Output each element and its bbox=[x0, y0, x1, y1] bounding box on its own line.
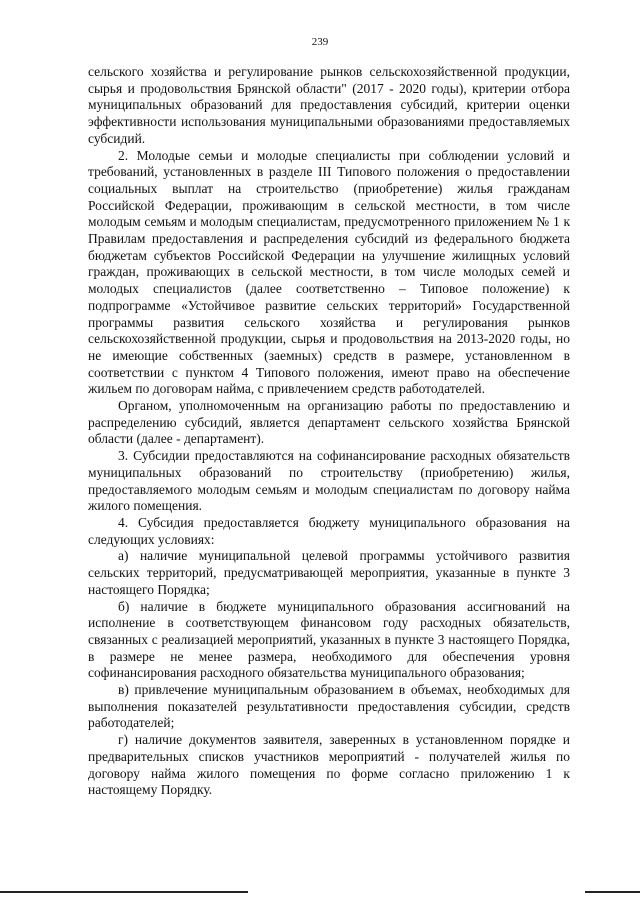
document-body bbox=[88, 64, 570, 799]
paragraph-item-4: 4. Субсидия предоставляется бюджету муниципального образования на следующих условиях: bbox=[88, 514, 570, 547]
paragraph-condition-g: г) наличие документов заявителя, заверенных в установленном порядке и предварительных списков участников мероприятий - получателей жилья по договору найма жилого помещения по форме согласно приложению 1 к настоящему Порядку. bbox=[88, 732, 570, 798]
paragraph-authorized-body: Органом, уполномоченным на организацию работы по предоставлению и распределению субсидий, является департамент сельского хозяйства Брянской области (далее - департамент). bbox=[88, 398, 570, 447]
page-number: 239 bbox=[311, 36, 329, 48]
paragraph-continuation: сельского хозяйства и регулирование рынков сельскохозяйственной продукции, сырья и продовольствия Брянской области" (2017 - 2020 годы), критерии отбора муниципальных образований для предоставления субсидий, критерии оценки эффективности использования муниципальными образованиями предоставляемых субсидий. bbox=[88, 64, 570, 146]
paragraph-item-3: 3. Субсидии предоставляются на софинансирование расходных обязательств муниципальных образований по строительству (приобретению) жилья, предоставляемого молодым семьям и молодым специалистам по договору найма жилого помещения. bbox=[88, 448, 570, 514]
scan-edge-line-left bbox=[0, 891, 248, 893]
paragraph-condition-v: в) привлечение муниципальным образованием в объемах, необходимых для выполнения показателей результативности предоставления субсидии, средств работодателей; bbox=[88, 682, 570, 731]
paragraph-condition-b: б) наличие в бюджете муниципального образования ассигнований на исполнение в соответствующем финансовом году расходных обязательств, связанных с реализацией мероприятий, указанных в пункте 3 настоящего Порядка, в размере не менее размера, необходимого для обеспечения уровня софинансирования расходного обязательства муниципального образования; bbox=[88, 598, 570, 681]
scan-edge-line-right bbox=[585, 891, 640, 893]
paragraph-item-2: 2. Молодые семьи и молодые специалисты при соблюдении условий и требований, установленных в разделе III Типового положения о предоставлении социальных выплат на строительство (приобретение) жилья гражданам Российской Федерации, проживающим в сельской местности, в том числе молодым семьям и молодым специалистам, предусмотренного приложением № 1 к Правилам предоставления и распределения субсидий из федерального бюджета бюджетам субъектов Российской Федерации на улучшение жилищных условий граждан, проживающих в сельской местности, в том числе молодых семей и молодых специалистов (далее соответственно – Типовое положение) к подпрограмме «Устойчивое развитие сельских территорий» Государственной программы развития сельского хозяйства и регулирования рынков сельскохозяйственной продукции, сырья и продовольствия на 2013-2020 годы, но не имеющие собственных (заемных) средств в размере, установленном в соответствии с пунктом 4 Типового положения, имеют право на обеспечение жильем по договорам найма, с привлечением средств работодателей. bbox=[88, 147, 570, 397]
paragraph-condition-a: а) наличие муниципальной целевой программы устойчивого развития сельских территорий, предусматривающей мероприятия, указанные в пункте 3 настоящего Порядка; bbox=[88, 548, 570, 597]
